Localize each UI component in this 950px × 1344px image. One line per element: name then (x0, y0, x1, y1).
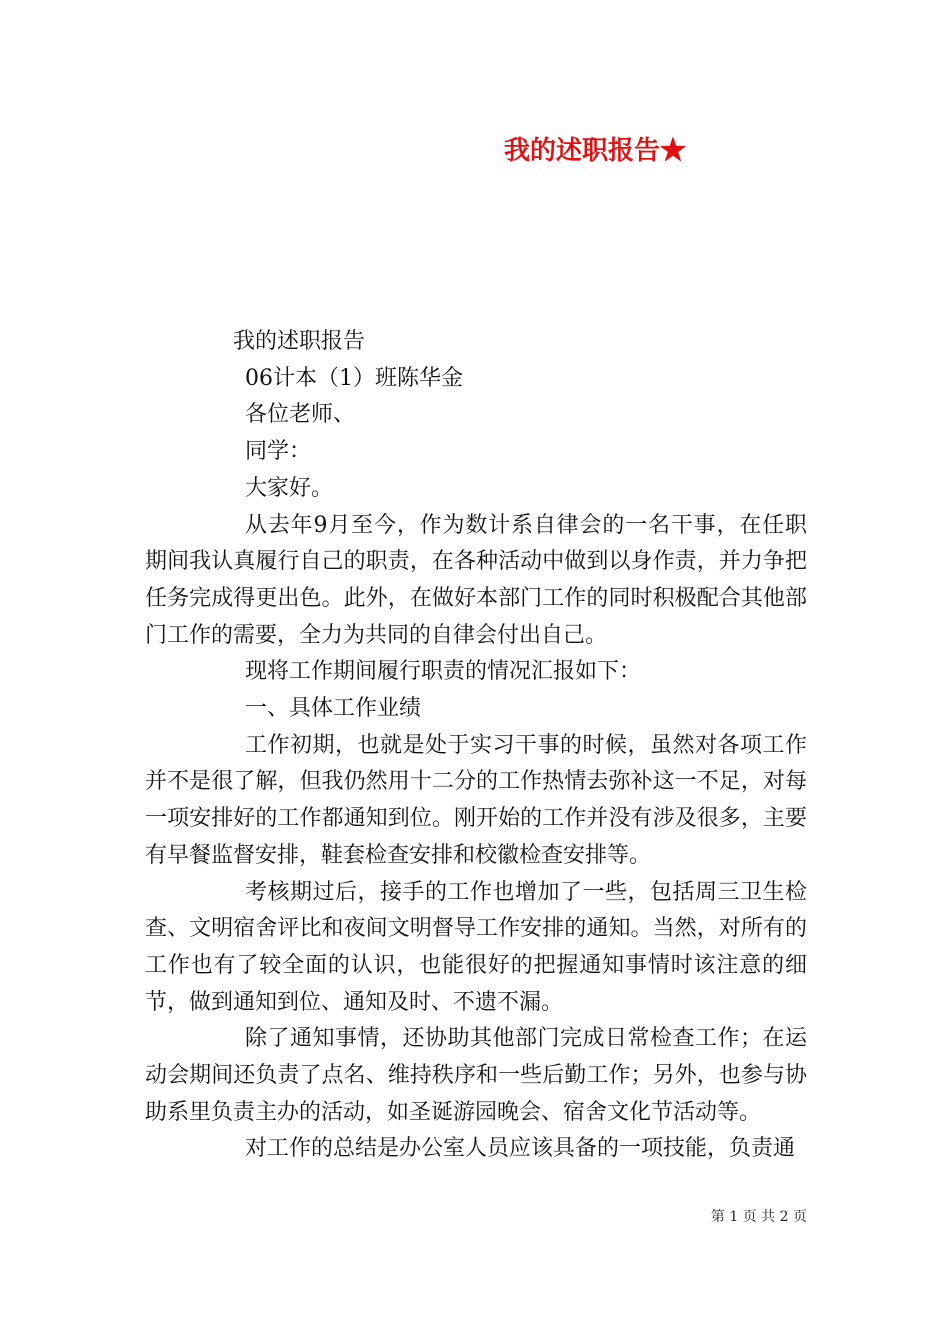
section-heading: 一、具体工作业绩 (245, 696, 422, 722)
author-line: 06计本（1）班陈华金 (245, 365, 463, 391)
paragraph-early-work: 工作初期，也就是处于实习干事的时候，虽然对各项工作并不是很了解，但我仍然用十二分的工作热情去弥补这一不足，对每一项安排好的工作都通知到位。刚开始的工作并没有涉及很多，主要有早餐监督安排，鞋套检查安排和校徽检查安排等。 (145, 732, 807, 868)
paragraph-after-assessment: 考核期过后，接手的工作也增加了一些，包括周三卫生检查、文明宿舍评比和夜间文明督导工作安排的通知。当然，对所有的工作也有了较全面的认识，也能很好的把握通知事情时该注意的细节，做到通知到位、通知及时、不遗不漏。 (145, 879, 807, 1015)
page-number-footer: 第 1 页 共 2 页 (710, 1209, 807, 1225)
page-title: 我的述职报告★ (503, 136, 686, 166)
greeting: 大家好。 (245, 475, 334, 501)
paragraph-intro: 从去年9月至今，作为数计系自律会的一名干事，在任职期间我认真履行自己的职责，在各种活动中做到以身作责，并力争把任务完成得更出色。此外，在做好本部门工作的同时积极配合其他部门工作的需要，全力为共同的自律会付出自己。 (145, 512, 807, 648)
report-heading: 我的述职报告 (233, 329, 366, 354)
document-body (145, 324, 807, 1168)
paragraph-summary: 对工作的总结是办公室人员应该具备的一项技能，负责通 (245, 1136, 796, 1162)
paragraph-report-lead: 现将工作期间履行职责的情况汇报如下： (245, 659, 642, 685)
salutation-teachers: 各位老师、 (245, 402, 356, 428)
salutation-classmates: 同学： (245, 439, 312, 465)
paragraph-other-duties: 除了通知事情，还协助其他部门完成日常检查工作；在运动会期间还负责了点名、维持秩序和一些后勤工作；另外，也参与协助系里负责主办的活动，如圣诞游园晚会、宿舍文化节活动等。 (145, 1026, 807, 1125)
